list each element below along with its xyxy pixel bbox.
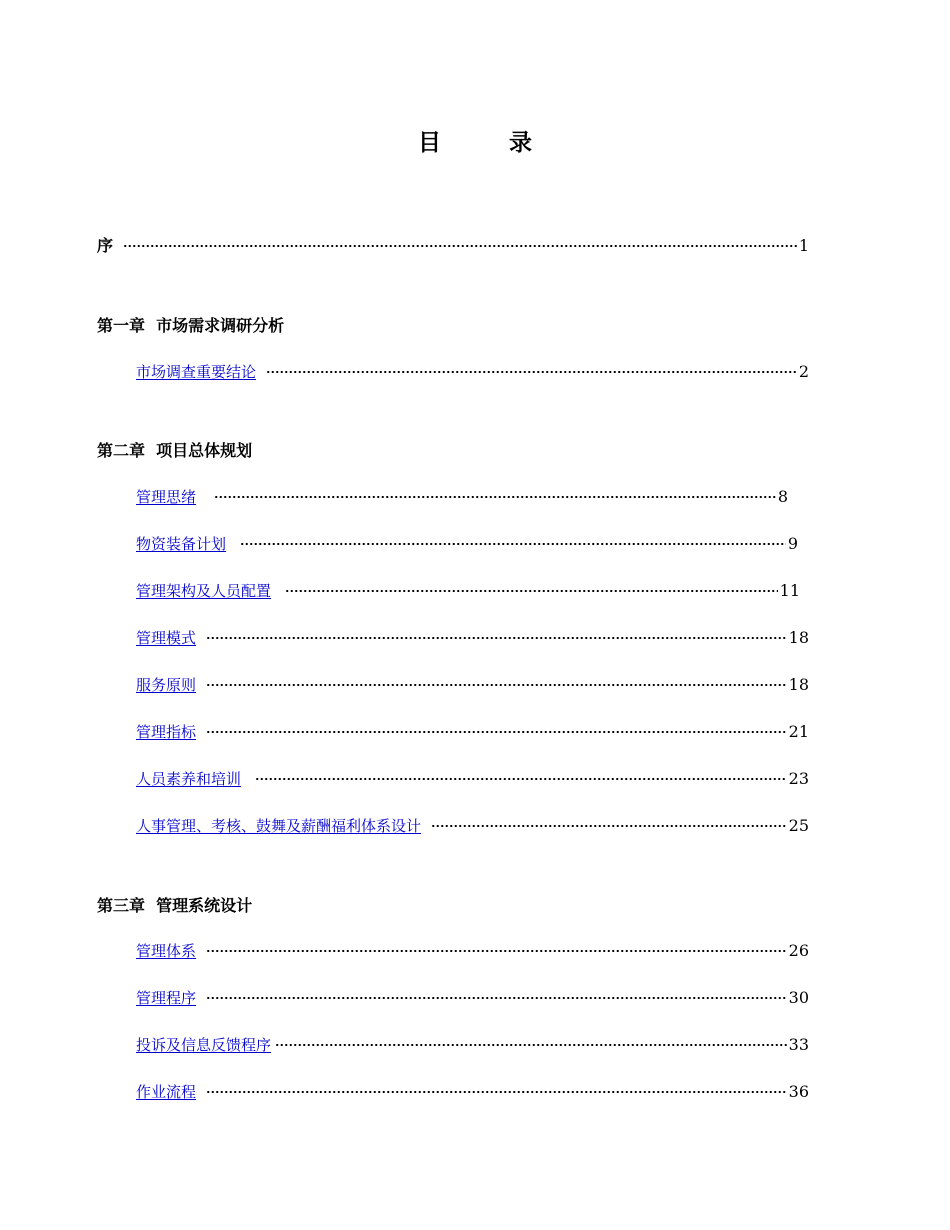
page-number: 25 — [788, 816, 809, 835]
page-number: 2 — [798, 362, 809, 381]
dot-leader — [206, 950, 787, 952]
toc-entry-label: 序 — [97, 236, 114, 255]
toc-entry[interactable] — [136, 767, 809, 791]
chapter-heading: 第一章 市场需求调研分析 — [97, 316, 285, 335]
page-number: 18 — [788, 675, 809, 694]
toc-entry[interactable] — [136, 720, 809, 744]
toc-entry[interactable] — [136, 1080, 809, 1104]
page-number: 33 — [788, 1035, 809, 1054]
toc-link[interactable]: 管理思绪 — [136, 488, 197, 506]
toc-entry[interactable] — [136, 626, 809, 650]
toc-entry[interactable] — [136, 1033, 809, 1057]
page-number: 21 — [788, 722, 809, 741]
toc-entry[interactable] — [136, 579, 800, 603]
page-number: 8 — [777, 487, 788, 506]
page-number: 30 — [788, 988, 809, 1007]
toc-link[interactable]: 市场调查重要结论 — [136, 363, 257, 381]
toc-link[interactable]: 投诉及信息反馈程序 — [136, 1036, 272, 1054]
page-number: 9 — [787, 534, 798, 553]
toc-entry[interactable] — [136, 360, 809, 384]
toc-entry[interactable] — [136, 814, 809, 838]
dot-leader — [206, 997, 787, 999]
dot-leader — [206, 1091, 787, 1093]
dot-leader — [206, 731, 787, 733]
toc-link[interactable]: 管理程序 — [136, 989, 197, 1007]
page-number: 11 — [779, 581, 800, 600]
page-number: 36 — [788, 1082, 809, 1101]
dot-leader — [206, 637, 787, 639]
toc-entry[interactable] — [136, 986, 809, 1010]
chapter-heading: 第二章 项目总体规划 — [97, 441, 253, 460]
toc-link[interactable]: 物资装备计划 — [136, 535, 227, 553]
toc-link[interactable]: 管理架构及人员配置 — [136, 582, 272, 600]
dot-leader — [214, 496, 776, 498]
toc-title: 目 录 — [417, 130, 562, 156]
toc-link[interactable]: 管理体系 — [136, 942, 197, 960]
dot-leader — [206, 684, 787, 686]
toc-link[interactable]: 作业流程 — [136, 1083, 197, 1101]
dot-leader — [240, 543, 786, 545]
page-number: 1 — [798, 236, 809, 255]
toc-entry-preface[interactable] — [97, 234, 809, 258]
toc-link[interactable]: 服务原则 — [136, 676, 197, 694]
dot-leader — [255, 778, 787, 780]
dot-leader — [431, 825, 787, 827]
chapter-heading: 第三章 管理系统设计 — [97, 896, 253, 915]
dot-leader — [285, 590, 778, 592]
dot-leader — [266, 371, 797, 373]
toc-link[interactable]: 管理指标 — [136, 723, 197, 741]
toc-link[interactable]: 人员素养和培训 — [136, 770, 242, 788]
dot-leader — [123, 245, 797, 247]
toc-entry[interactable] — [136, 939, 809, 963]
toc-entry[interactable] — [136, 673, 809, 697]
dot-leader — [275, 1044, 787, 1046]
page-number: 23 — [788, 769, 809, 788]
page-number: 26 — [788, 941, 809, 960]
toc-entry[interactable] — [136, 485, 788, 509]
toc-entry[interactable] — [136, 532, 798, 556]
toc-link[interactable]: 管理模式 — [136, 629, 197, 647]
toc-link[interactable]: 人事管理、考核、鼓舞及薪酬福利体系设计 — [136, 817, 422, 835]
page-number: 18 — [788, 628, 809, 647]
